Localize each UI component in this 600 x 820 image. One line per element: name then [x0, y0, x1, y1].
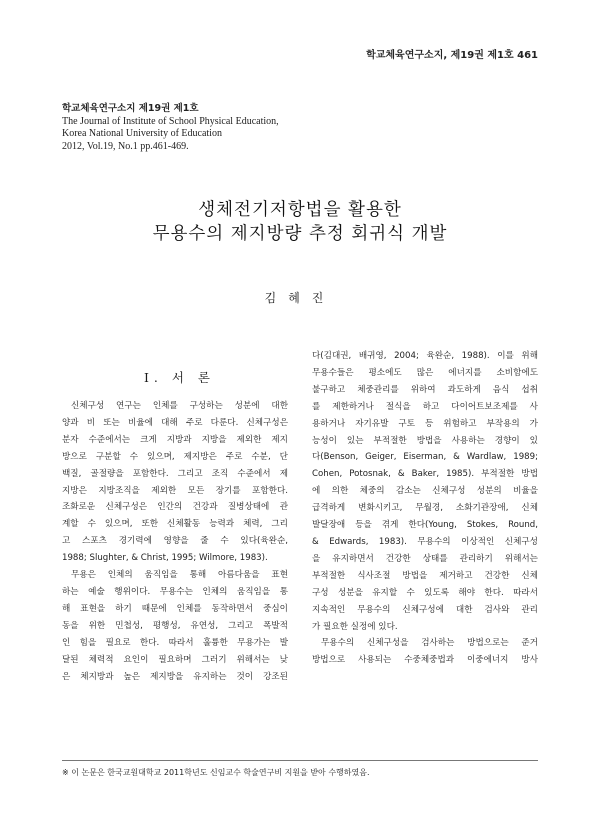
paragraph-line: 발달장애 등을 겪게 한다(Young, Stokes, Round,	[312, 520, 538, 531]
paragraph-line: 가 필요한 실정에 있다.	[312, 621, 398, 632]
paragraph-line: 무용은 인체의 움직임을 통해 아름다움을 표현	[71, 570, 288, 581]
paragraph-line: 분자 수준에서는 크게 지방과 지방을 제외한 제지	[62, 434, 288, 445]
paragraph-line: 를 제한하거나 절식을 하고 다이어트보조제를 사	[312, 401, 538, 412]
paragraph-line: 에 의한 체중의 감소는 신체구성 성분의 비율을	[312, 486, 538, 497]
paragraph-line: 방으로 구분할 수 있으며, 제지방은 주로 수분, 단	[62, 451, 288, 462]
paragraph-line: 다(김대권, 배귀영, 2004; 육완순, 1988). 이를 위해	[312, 351, 538, 361]
paragraph-line: 해 표현을 하기 때문에 인체를 동작하면서 중심이	[62, 603, 288, 614]
paragraph-line: 무용수의 신체구성을 검사하는 방법으로는 준거	[321, 638, 538, 649]
section-heading: Ⅰ. 서 론	[143, 370, 215, 385]
paragraph-line: 신체구성 연구는 인체를 구성하는 성분에 대한	[71, 401, 288, 411]
paragraph-line: 양과 비 또는 비율에 대해 주로 다룬다. 신체구성은	[62, 417, 288, 428]
paragraph-line: 계할 수 있으며, 또한 신체활동 능력과 체력, 그리	[62, 519, 288, 530]
paragraph-line: 부적절한 식사조절 방법을 제거하고 건강한 신체	[312, 570, 538, 581]
paragraph-line: & Edwards, 1983). 무용수의 이상적인 신체구성	[312, 536, 538, 547]
right-column	[312, 348, 538, 669]
paragraph-line: 능성이 있는 부적절한 방법을 사용하는 경향이 있	[312, 435, 538, 446]
running-header: 학교체육연구소지, 제19권 제1호 461	[366, 50, 538, 61]
paragraph-line: 무용수들은 평소에도 많은 에너지를 소비함에도	[312, 367, 538, 378]
paragraph-line: 지속적인 무용수의 신체구성에 대한 검사와 관리	[312, 604, 538, 615]
journal-name-english: The Journal of Institute of School Physical Education,	[62, 115, 279, 127]
paragraph-line: 불구하고 체중관리를 위하여 과도하게 음식 섭취	[312, 384, 538, 395]
footnote: ※ 이 논문은 한국교원대학교 2011학년도 신임교수 학술연구비 지원을 받아 수행하였음.	[62, 768, 370, 777]
paragraph-line: 은 체지방과 높은 제지방을 유지하는 것이 강조된	[62, 671, 288, 682]
paragraph-line: 백질, 골절량을 포함한다. 그리고 조직 수준에서 제	[62, 468, 288, 479]
paragraph-line: 용하거나 자기유발 구토 등 위험하고 부작용의 가	[312, 418, 538, 429]
paragraph-line: 방법으로 사용되는 수중체중법과 이중에너지 방사	[312, 655, 538, 666]
paper-title-line-2: 무용수의 제지방량 추정 회귀식 개발	[152, 224, 448, 244]
paragraph-line: 지방은 지방조직을 제외한 모든 장기를 포함한다.	[62, 485, 288, 496]
journal-citation: 2012, Vol.19, No.1 pp.461-469.	[62, 140, 189, 152]
paragraph-line: 하는 예술 행위이다. 무용수는 인체의 움직임을 통	[62, 586, 288, 597]
paragraph-line: 급격하게 변화시키고, 무월경, 소화기관장애, 신체	[312, 503, 538, 514]
author-name: 김혜진	[264, 291, 336, 305]
paragraph-line: 다(Benson, Geiger, Eiserman, & Wardlaw, 1989;	[312, 452, 538, 463]
paper-title	[0, 198, 600, 246]
paragraph-line: 1988; Slughter, & Christ, 1995; Wilmore, 1983).	[62, 553, 268, 564]
paper-title-line-1: 생체전기저항법을 활용한	[198, 200, 402, 220]
paragraph-line: Cohen, Potosnak, & Baker, 1985). 부적절한 방법	[312, 469, 538, 480]
journal-name-korean: 학교체육연구소지 제19권 제1호	[62, 103, 199, 114]
paragraph-line: 고 스포츠 경기력에 영향을 줄 수 있다(육완순,	[62, 536, 288, 547]
paragraph-line: 달된 체력적 요인이 필요하며 그러기 위해서는 낮	[62, 654, 288, 665]
paragraph-line: 인 힘을 필요로 한다. 따라서 훌륭한 무용가는 발	[62, 637, 288, 648]
paragraph-line: 조화로운 신체구성은 인간의 건강과 질병상태에 관	[62, 502, 288, 513]
left-column	[62, 398, 288, 685]
journal-institution: Korea National University of Education	[62, 128, 222, 139]
footnote-divider	[62, 760, 538, 761]
paragraph-line: 동을 위한 민첩성, 평행성, 유연성, 그리고 폭발적	[62, 620, 288, 631]
paragraph-line: 을 유지하면서 건강한 상태를 관리하기 위해서는	[312, 553, 538, 564]
journal-info	[62, 103, 279, 153]
paragraph-line: 구성 성분을 유지할 수 있도록 해야 한다. 따라서	[312, 587, 538, 598]
